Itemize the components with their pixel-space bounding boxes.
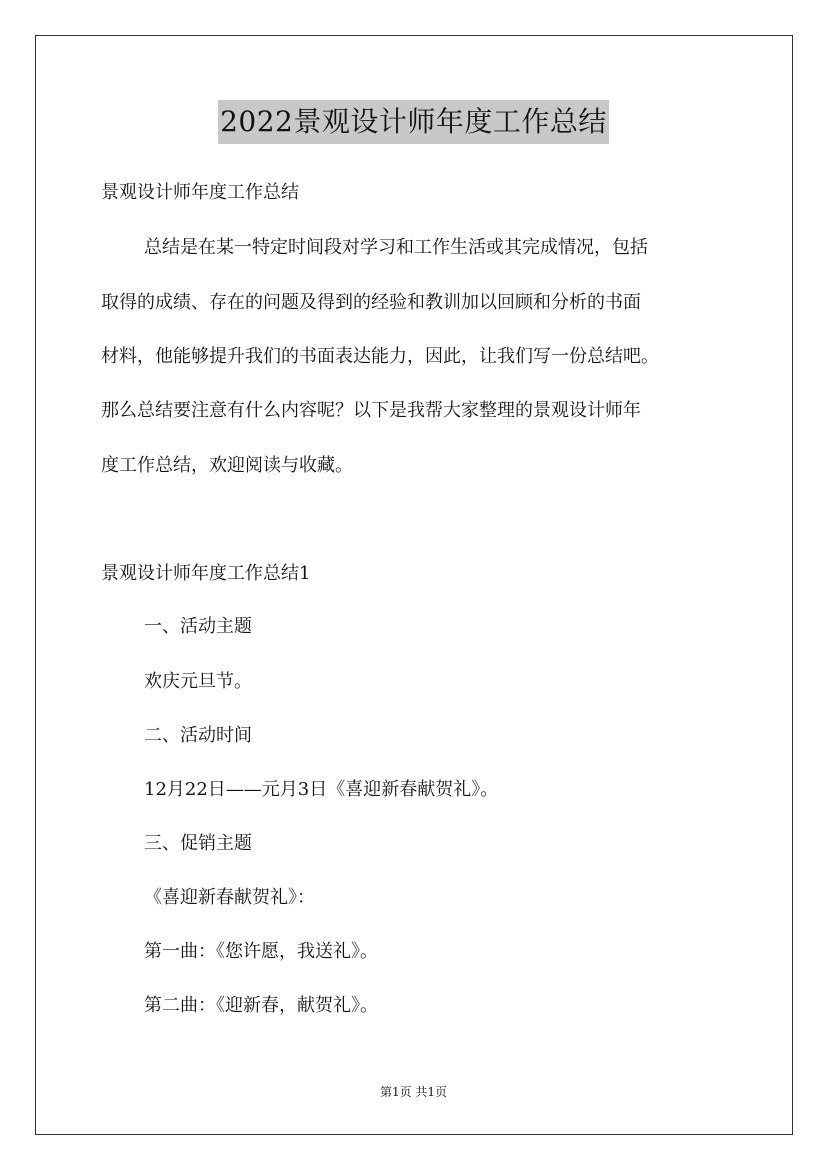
section-item: 第二曲：《迎新春，献贺礼》。 bbox=[144, 995, 378, 1016]
intro-line: 度工作总结，欢迎阅读与收藏。 bbox=[101, 455, 353, 476]
document-subtitle: 景观设计师年度工作总结 bbox=[101, 182, 299, 203]
section-item: 二、活动时间 bbox=[144, 725, 252, 746]
intro-line: 总结是在某一特定时间段对学习和工作生活或其完成情况，包括 bbox=[144, 237, 648, 258]
section-item: 《喜迎新春献贺礼》： bbox=[144, 887, 315, 908]
section-item: 一、活动主题 bbox=[144, 616, 252, 637]
section-item: 欢庆元旦节。 bbox=[144, 671, 252, 692]
section-item: 12月22日——元月3日《喜迎新春献贺礼》。 bbox=[144, 779, 499, 800]
section-item: 第一曲：《您许愿，我送礼》。 bbox=[144, 941, 378, 962]
page-footer: 第1页 共1页 bbox=[379, 1085, 448, 1099]
intro-line: 那么总结要注意有什么内容呢？以下是我帮大家整理的景观设计师年 bbox=[101, 400, 641, 421]
intro-line: 材料，他能够提升我们的书面表达能力，因此，让我们写一份总结吧。 bbox=[101, 346, 659, 367]
section-item: 三、促销主题 bbox=[144, 833, 252, 854]
document-title: 2022景观设计师年度工作总结 bbox=[218, 100, 609, 144]
intro-line: 取得的成绩、存在的问题及得到的经验和教训加以回顾和分析的书面 bbox=[101, 292, 641, 313]
section-heading: 景观设计师年度工作总结1 bbox=[101, 563, 311, 584]
title-container bbox=[0, 100, 827, 144]
